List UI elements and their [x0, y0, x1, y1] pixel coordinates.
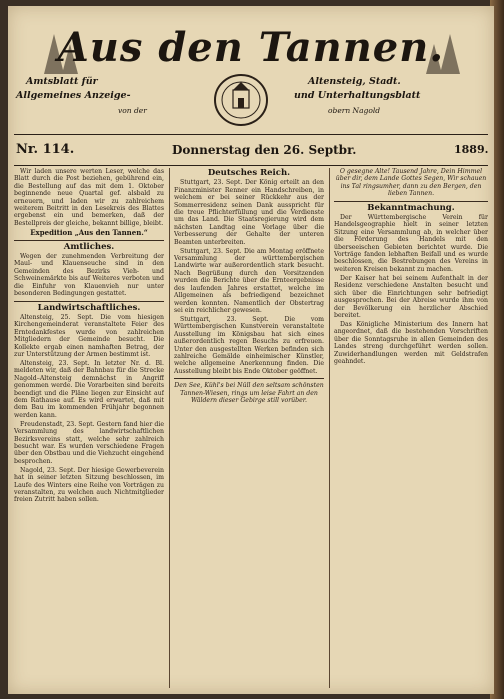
newspaper-page — [8, 6, 494, 694]
article-columns — [14, 168, 488, 688]
masthead-right-subtitle-2: und Unterhaltungsblatt — [294, 90, 421, 101]
issue-info-bar — [14, 134, 488, 166]
article-stuttgart-2: Stuttgart, 23. Sept. Die am Montag eröffnete Versammlung der württembergischen Landwirte war außerordentlich stark besucht. Nach Begrüßung durch den Vorsitzenden wurden die Berichte über die Ernteergebnisse des laufenden Jahres erstattet, welche im Allgemeinen als befriedigend bezeichnet werden konnten. Namentlich der Obstertrag sei ein reichlicher gewesen. — [174, 247, 324, 314]
town-seal-emblem — [211, 72, 271, 128]
section-heading-announcement: Bekanntmachung. — [367, 202, 455, 213]
subscription-notice: Wir laden unsere werten Leser, welche das Blatt durch die Post beziehen, gebührend ein, die Bestellung auf das mit dem 1. Oktober beginnende neue Quartal gef. alsbald zu erneuern, und laden wir zu zahlreichem weiterem Beitritt in den Lesekreis des Blattes ergebenst ein und bemerken, daß der Bestellpreis der gleiche, bekannt billige, bleibt. — [14, 168, 164, 227]
masthead-left-subtitle-2: Allgemeines Anzeige- — [16, 90, 131, 101]
masthead-right-small: obern Nagold — [328, 106, 381, 115]
section-heading-official: Amtliches. — [63, 241, 115, 252]
issue-year: 1889. — [454, 143, 489, 156]
poem-excerpt: Den See, Kühl's bei Nüll den seltsam schönsten Tannen-Wiesen, rings um leise Fahrt an den Wäldern dieser Gebirge still vorüber. — [174, 382, 324, 404]
section-heading-agriculture: Landwirtschaftliches. — [37, 302, 141, 313]
masthead — [8, 6, 494, 134]
article-altensteig-1: Altensteig, 25. Sept. Die vom hiesigen Kirchengemeinderat veranstaltete Feier des Erntedankfestes wurde von zahlreichen Mitgliedern der Gemeinde besucht. Die Kollekte ergab einen namhaften Betrag, der zur Unterstützung der Armen bestimmt ist. — [14, 313, 164, 358]
masthead-left-small: von der — [118, 106, 147, 115]
masthead-right-subtitle: Altensteig, Stadt. — [308, 76, 401, 87]
article-handelsgeographie: Der Württembergische Verein für Handelsgeographie hielt in seiner letzten Sitzung eine Versammlung ab, in welcher über die Förderung des Handels mit den überseeischen Gebieten berichtet wurde. Die Vorträge fanden lebhaften Beifall und es wurde beschlossen, die Bestrebungen des Vereins in weiteren Kreisen bekannt zu machen. — [334, 214, 488, 273]
article-stuttgart-3: Stuttgart, 23. Sept. Die vom Württembergischen Kunstverein veranstaltete Ausstellung im Königsbau hat sich eines außerordentlich regen Besuchs zu erfreuen. Unter den ausgestellten Werken befinden sich zahlreiche Gemälde einheimischer Künstler, welche allgemeine Anerkennung finden. Die Ausstellung bleibt bis Ende Oktober geöffnet. — [174, 315, 324, 375]
column-1 — [14, 168, 164, 688]
article-freudenstadt: Freudenstadt, 23. Sept. Gestern fand hier die Versammlung des landwirtschaftlichen Bezirksvereins statt, welche sehr zahlreich besucht war. Es wurden verschiedene Fragen über den Obstbau und die Viehzucht eingehend besprochen. — [14, 420, 164, 465]
masthead-left-subtitle: Amtsblatt für — [26, 76, 98, 87]
column-2 — [174, 168, 324, 688]
masthead-title: Aus den Tannen. — [57, 24, 445, 71]
issue-number: Nr. 114. — [16, 142, 75, 157]
section-heading-reich: Deutsches Reich. — [207, 168, 291, 178]
expedition-signature: Expedition „Aus den Tannen.“ — [30, 228, 148, 238]
article-nagold: Nagold, 23. Sept. Der hiesige Gewerbeverein hat in seiner letzten Sitzung beschlossen, im Laufe des Winters eine Reihe von Vorträgen zu veranstalten, zu welchen auch Nichtmitglieder freien Zutritt haben sollen. — [14, 466, 164, 504]
official-notice: Wegen der zunehmenden Verbreitung der Maul- und Klauenseuche sind in den Gemeinden des Bezirks Vieh- und Schweinemärkte bis auf Weiteres verboten und die Einfuhr von Klauenvieh nur unter besonderen Bedingungen gestattet. — [14, 253, 164, 298]
article-altensteig-2: Altensteig, 23. Sept. In letzter Nr. d. Bl. meldeten wir, daß der Bahnbau für die Strecke Nagold–Altensteig demnächst in Angriff genommen werde. Die Vorarbeiten sind bereits beendigt und die Pläne liegen zur Einsicht auf dem Rathause auf. Es wird erwartet, daß mit dem Bau im kommenden Frühjahr begonnen werden kann. — [14, 359, 164, 419]
column-3 — [334, 168, 488, 688]
article-stuttgart-1: Stuttgart, 23. Sept. Der König erteilt an den Finanzminister Renner ein Handschreiben, in welchem er bei seiner Rückkehr aus der Sommerresidenz seinen Dank ausspricht für die treue Pflichterfüllung und die Verdienste um das Land. Die Staatsregierung wird dem nächsten Landtag eine Vorlage über die Verbesserung der Gehalte der unteren Beamten unterbreiten. — [174, 179, 324, 246]
article-ministerium: Das Königliche Ministerium des Innern hat angeordnet, daß die bestehenden Vorschriften über die Sonntagsruhe in allen Gemeinden des Landes streng durchgeführt werden sollen. Zuwiderhandlungen werden mit Geldstrafen geahndet. — [334, 320, 488, 365]
column-divider — [329, 168, 330, 688]
issue-date: Donnerstag den 26. Septbr. — [172, 143, 357, 157]
poem-verse: O gesegne Alte! Tausend Jahre, Dein Himmel über dir, dem Lande Gottes Segen, Wir schauen ins Tal ringsumher, dann zu den Bergen, den lieben Tannen. — [335, 168, 487, 198]
article-kaiser: Der Kaiser hat bei seinem Aufenthalt in der Residenz verschiedene Anstalten besucht und sich über die Einrichtungen sehr befriedigt ausgesprochen. Bei der Abreise wurde ihm von der Bevölkerung ein herzlicher Abschied bereitet. — [334, 274, 488, 319]
column-divider — [169, 168, 170, 688]
